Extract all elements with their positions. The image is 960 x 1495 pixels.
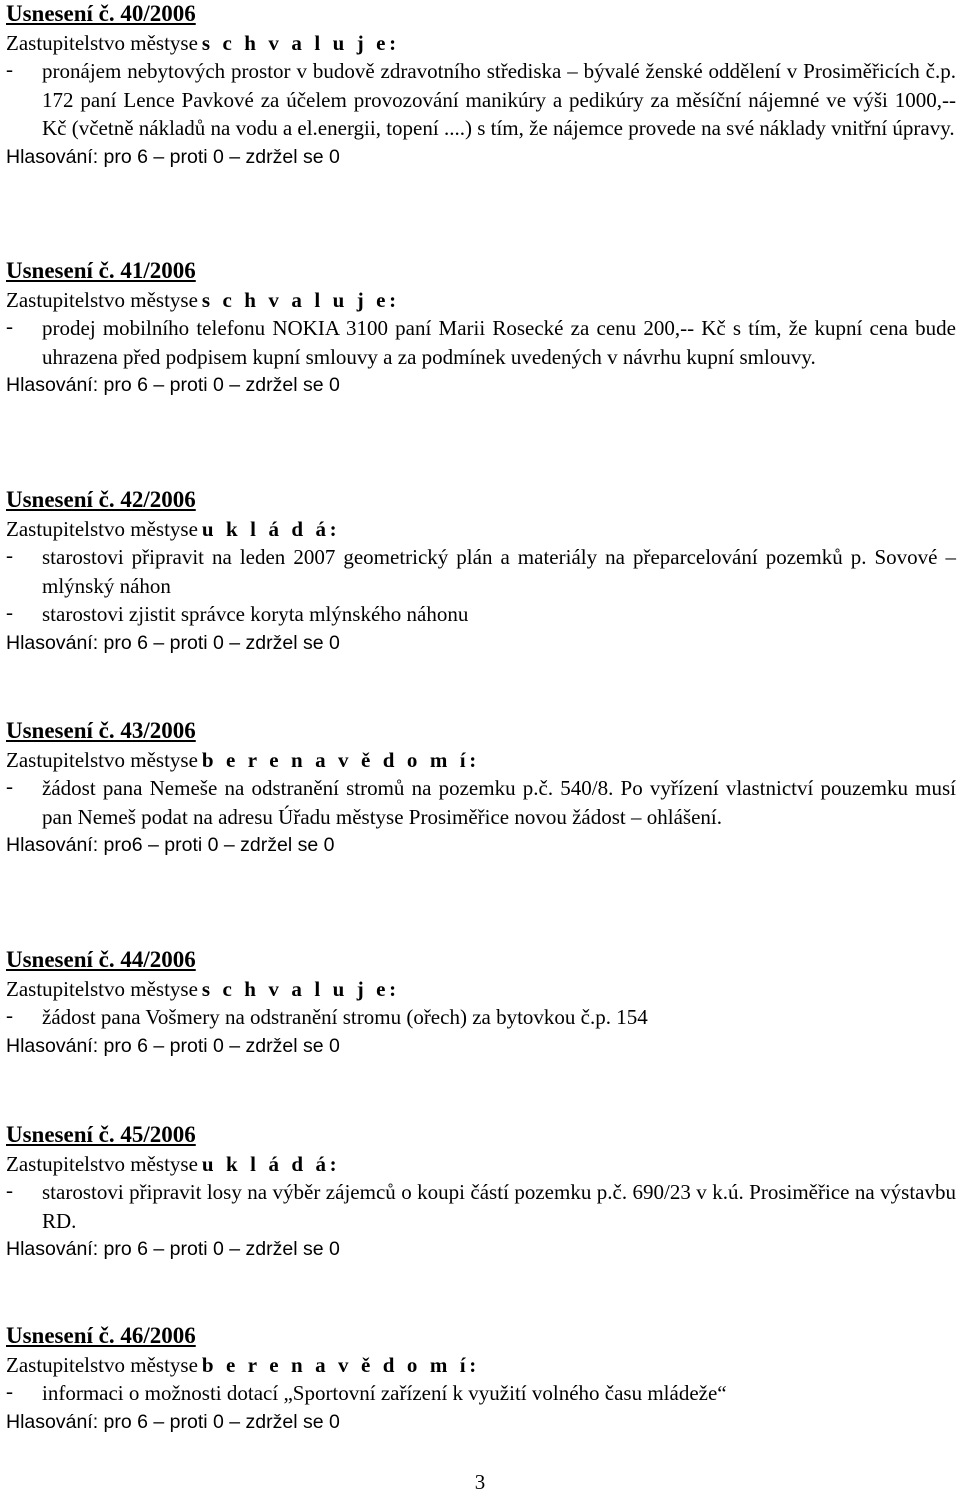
resolution-title: Usnesení č. 41/2006 — [6, 258, 196, 283]
resolution-title: Usnesení č. 46/2006 — [6, 1323, 196, 1348]
resolution-43 — [6, 717, 956, 860]
item-text: starostovi připravit na leden 2007 geometrický plán a materiály na přeparcelování pozemků p. Sovové – mlýnský náhon — [42, 545, 956, 598]
body-label: Zastupitelstvo městyse — [6, 976, 198, 1001]
item-dash: - — [6, 1379, 13, 1404]
resolution-body — [6, 515, 956, 544]
item-dash: - — [6, 1178, 13, 1203]
resolution-item — [6, 1178, 956, 1235]
vote-result: Hlasování: pro 6 – proti 0 – zdržel se 0 — [6, 1238, 340, 1261]
page-number: 3 — [474, 1470, 486, 1494]
resolution-item — [6, 57, 956, 143]
body-label: Zastupitelstvo městyse — [6, 1151, 198, 1176]
vote-result: Hlasování: pro 6 – proti 0 – zdržel se 0 — [6, 145, 340, 168]
resolution-verb: b e r e n a v ě d o m í: — [201, 747, 480, 772]
item-text: starostovi připravit losy na výběr zájemců o koupi částí pozemku p.č. 690/23 v k.ú. Prosiměřice na výstavbu RD. — [42, 1180, 956, 1233]
item-dash: - — [6, 774, 13, 799]
resolution-body — [6, 1150, 956, 1179]
resolution-verb: b e r e n a v ě d o m í: — [201, 1352, 480, 1377]
resolution-item — [6, 1003, 956, 1032]
item-text: pronájem nebytových prostor v budově zdravotního střediska – bývalé ženské oddělení v Prosiměřicích č.p. 172 paní Lence Pavkové za účelem provozování manikúry a pedikúry za měsíční nájemné ve výši 1000,-- Kč (včetně nákladů na vodu a el.energii, topení ....) s tím, že nájemce provede na své náklady vnitřní úpravy. — [42, 59, 956, 141]
resolution-40 — [6, 0, 956, 172]
vote-result: Hlasování: pro 6 – proti 0 – zdržel se 0 — [6, 374, 340, 397]
resolution-item — [6, 543, 956, 600]
resolution-41 — [6, 257, 956, 400]
body-label: Zastupitelstvo městyse — [6, 287, 198, 312]
resolution-body — [6, 286, 956, 315]
resolution-title: Usnesení č. 45/2006 — [6, 1122, 196, 1147]
item-dash: - — [6, 600, 13, 625]
resolution-title: Usnesení č. 43/2006 — [6, 718, 196, 743]
resolution-verb: s c h v a l u j e: — [201, 30, 400, 55]
vote-result: Hlasování: pro 6 – proti 0 – zdržel se 0 — [6, 1410, 340, 1433]
resolution-44 — [6, 946, 956, 1060]
resolution-verb: u k l á d á: — [201, 1151, 341, 1176]
resolution-body — [6, 1351, 956, 1380]
item-text: žádost pana Nemeše na odstranění stromů na pozemku p.č. 540/8. Po vyřízení vlastnictví pouzemku musí pan Nemeš podat na adresu Úřadu městyse Prosiměřice novou žádost – ohlášení. — [42, 776, 956, 829]
item-dash: - — [6, 543, 13, 568]
resolution-46 — [6, 1322, 956, 1436]
resolution-item — [6, 1379, 956, 1408]
resolution-title: Usnesení č. 40/2006 — [6, 1, 196, 26]
resolution-body — [6, 975, 956, 1004]
resolution-45 — [6, 1121, 956, 1264]
resolution-42 — [6, 486, 956, 658]
item-dash: - — [6, 314, 13, 339]
resolution-title: Usnesení č. 42/2006 — [6, 487, 196, 512]
resolution-item — [6, 774, 956, 831]
resolution-verb: u k l á d á: — [201, 516, 341, 541]
vote-result: Hlasování: pro 6 – proti 0 – zdržel se 0 — [6, 1034, 340, 1057]
body-label: Zastupitelstvo městyse — [6, 747, 198, 772]
item-text: starostovi zjistit správce koryta mlýnského náhonu — [42, 602, 469, 627]
item-text: prodej mobilního telefonu NOKIA 3100 paní Marii Rosecké za cenu 200,-- Kč s tím, že kupní cena bude uhrazena před podpisem kupní smlouvy a za podmínek uvedených v návrhu kupní smlouvy. — [42, 316, 956, 369]
item-text: informaci o možnosti dotací „Sportovní zařízení k využití volného času mládeže“ — [42, 1381, 727, 1406]
vote-result: Hlasování: pro 6 – proti 0 – zdržel se 0 — [6, 631, 340, 654]
body-label: Zastupitelstvo městyse — [6, 516, 198, 541]
resolution-title: Usnesení č. 44/2006 — [6, 947, 196, 972]
item-dash: - — [6, 1003, 13, 1028]
body-label: Zastupitelstvo městyse — [6, 30, 198, 55]
resolution-verb: s c h v a l u j e: — [201, 287, 400, 312]
vote-result: Hlasování: pro6 – proti 0 – zdržel se 0 — [6, 834, 335, 857]
resolution-body — [6, 746, 956, 775]
resolution-item — [6, 600, 956, 629]
resolution-body — [6, 29, 956, 58]
item-dash: - — [6, 57, 13, 82]
resolution-verb: s c h v a l u j e: — [201, 976, 400, 1001]
body-label: Zastupitelstvo městyse — [6, 1352, 198, 1377]
resolution-item — [6, 314, 956, 371]
item-text: žádost pana Vošmery na odstranění stromu (ořech) za bytovkou č.p. 154 — [42, 1005, 648, 1030]
